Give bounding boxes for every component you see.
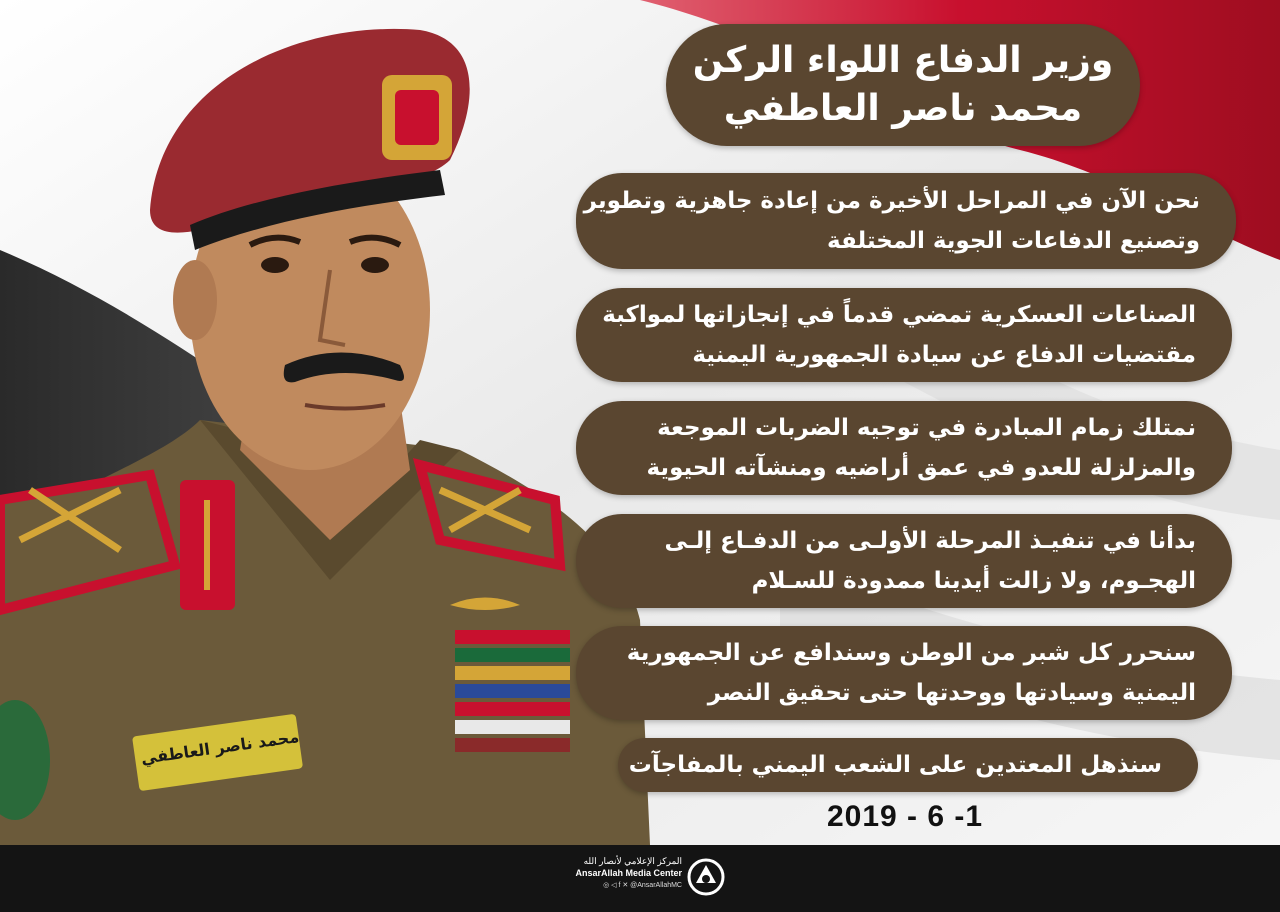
statement-3-line-2: والمزلزلة للعدو في عمق أراضيه ومنشآته الحيوية [646, 455, 1196, 481]
statement-4-line-2: الهجـوم، ولا زالت أيدينا ممدودة للسـلام [751, 568, 1196, 594]
date-label: 2019 - 6 -1 [826, 800, 984, 833]
footer-bar [0, 845, 1280, 912]
uniform-nameplate: محمد ناصر العاطفي [139, 727, 301, 768]
statement-2-line-2: مقتضيات الدفاع عن سيادة الجمهورية اليمنية [692, 342, 1196, 368]
statement-3-line-1: نمتلك زمام المبادرة في توجيه الضربات الموجعة [657, 415, 1196, 441]
statement-4-line-1: بدأنا في تنفيـذ المرحلة الأولـى من الدفـاع إلـى [664, 528, 1196, 554]
statement-pill-6 [618, 738, 1198, 792]
statement-6-line-1: سنذهل المعتدين على الشعب اليمني بالمفاجآت [628, 752, 1162, 778]
media-center-emblem-icon [686, 857, 726, 897]
media-center-logo [570, 853, 730, 905]
statement-1-line-2: وتصنيع الدفاعات الجوية المختلفة [827, 228, 1200, 254]
statement-pill-2 [576, 288, 1232, 382]
statement-5-line-2: اليمنية وسيادتها ووحدتها حتى تحقيق النصر [707, 680, 1196, 706]
portrait-illustration [0, 20, 660, 845]
statement-pill-1 [576, 173, 1236, 269]
title-line-1: وزير الدفاع اللواء الركن [692, 40, 1114, 81]
statement-2-line-1: الصناعات العسكرية تمضي قدماً في إنجازاتها لمواكبة [602, 302, 1196, 328]
logo-english-text: AnsarAllah Media Center [575, 868, 682, 878]
title-pill [666, 24, 1140, 146]
statement-pill-3 [576, 401, 1232, 495]
logo-arabic-text: المركز الإعلامي لأنصار الله [583, 856, 682, 866]
statement-pill-4 [576, 514, 1232, 608]
social-handle: ◎ ◁ f ✕ @AnsarAllahMC [603, 882, 682, 889]
statement-5-line-1: سنحرر كل شبر من الوطن وسندافع عن الجمهورية [626, 640, 1196, 666]
statement-1-line-1: نحن الآن في المراحل الأخيرة من إعادة جاهزية وتطوير [583, 188, 1200, 214]
title-line-2: محمد ناصر العاطفي [723, 88, 1083, 129]
statement-pill-5 [576, 626, 1232, 720]
officer-portrait-icon [0, 20, 660, 845]
